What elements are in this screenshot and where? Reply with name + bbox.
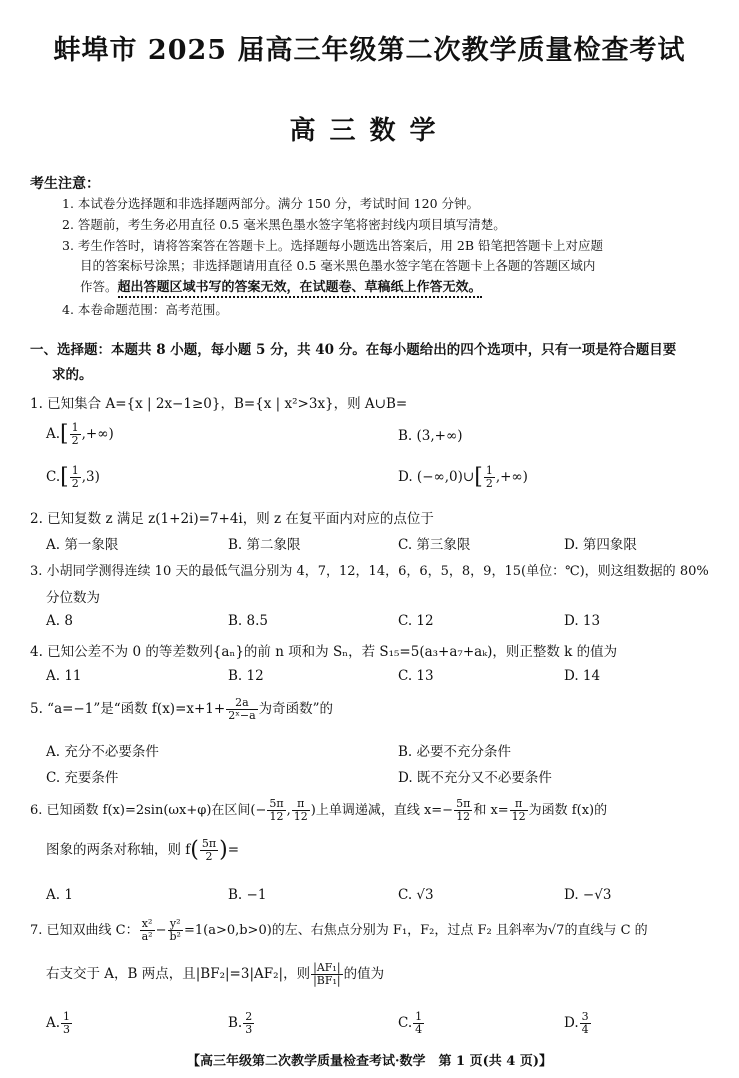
fraction: $\frac{1}{3}$	[63, 1010, 71, 1036]
question-6-option-d: D. −√3	[564, 887, 612, 903]
question-6-option-a: A. 1	[46, 887, 73, 903]
question-7-option-a: A. $\frac{1}{3}$	[46, 1010, 71, 1036]
fraction: $\frac{1}{4}$	[415, 1010, 423, 1036]
question-7-option-c: C. $\frac{1}{4}$	[398, 1010, 423, 1036]
question-1-option-b: B. (3,+∞)	[398, 428, 463, 444]
fraction: $\frac{\text{y²}}{\text{b²}}$	[169, 917, 181, 943]
fraction: $\frac{3}{4}$	[581, 1010, 589, 1036]
question-6-option-c: C. √3	[398, 887, 434, 903]
notice-item-3-line-3	[80, 276, 482, 295]
question-6-option-b: B. −1	[228, 887, 267, 903]
question-2-option-c: C. 第三象限	[398, 537, 471, 553]
notice-item-2: 2. 答题前，考生务必用直径 0.5 毫米黑色墨水签字笔将密封线内项目填写清楚。	[62, 217, 506, 232]
question-6-stem-line-2: 图象的两条对称轴，则 f( $\frac{5\pi}{2}$ )=	[46, 837, 240, 863]
question-1-option-a: A.[ $\frac{1}{2}$ ,+∞)	[46, 421, 114, 447]
question-1-option-d: D. (−∞,0)∪[ $\frac{1}{2}$ ,+∞)	[398, 464, 528, 490]
question-3-option-a: A. 8	[46, 613, 73, 629]
question-6-stem-line-1: 6. 已知函数 f(x)=2sin(ωx+φ)在区间(− $\frac{5\pi}{12}$ , $\frac{\pi}{12}$ )上单调递减，直线 x=− $\frac{5\pi}{12}$ 和 x= $\frac{\pi}{12}$ 为函数 f(x)的	[30, 797, 608, 823]
notice-item-3-line-1: 3. 考生作答时，请将答案答在答题卡上。选择题每小题选出答案后，用 2B 铅笔把答题卡上对应题	[62, 238, 603, 253]
question-2-option-d: D. 第四象限	[564, 537, 637, 553]
question-3-option-c: C. 12	[398, 613, 434, 629]
question-4-option-b: B. 12	[228, 668, 264, 684]
fraction: $\frac{\pi}{12}$	[293, 797, 308, 823]
question-7-option-d: D. $\frac{3}{4}$	[564, 1010, 589, 1036]
section-1-line-2: 求的。	[52, 367, 93, 383]
question-3-stem-line-2: 分位数为	[46, 590, 100, 606]
question-5-option-b: B. 必要不充分条件	[398, 744, 512, 760]
fraction: $\frac{5\pi}{12}$	[269, 797, 284, 823]
fraction: $\frac{5\pi}{2}$	[201, 837, 217, 863]
notice-item-1: 1. 本试卷分选择题和非选择题两部分。满分 150 分，考试时间 120 分钟。	[62, 196, 480, 211]
fraction: $\frac{\text{x²}}{\text{a²}}$	[141, 917, 153, 943]
subject-title: 高三数学	[289, 116, 450, 146]
question-3-option-d: D. 13	[564, 613, 601, 629]
question-3-stem-line-1: 3. 小胡同学测得连续 10 天的最低气温分别为 4，7，12，14，6，6，5，8，9，15(单位：℃)，则这组数据的 80%	[30, 564, 709, 579]
question-5-stem: 5. “a=−1”是“函数 f(x)=x+1+ $\frac{2a}{\text{2ˣ−a}}$ 为奇函数”的	[30, 696, 334, 722]
question-2-option-b: B. 第二象限	[228, 537, 301, 553]
fraction: $\frac{1}{2}$	[71, 464, 79, 490]
fraction: $\frac{1}{2}$	[71, 421, 79, 447]
notice-item-4: 4. 本卷命题范围：高考范围。	[62, 302, 228, 317]
notice-item-3-plain: 作答。	[80, 279, 118, 294]
question-4-stem: 4. 已知公差不为 0 的等差数列{aₙ}的前 n 项和为 Sₙ，若 S₁₅=5(a₃+a₇+aₖ)，则正整数 k 的值为	[30, 644, 618, 660]
fraction: $\frac{2a}{\text{2ˣ−a}}$	[228, 696, 256, 722]
page-footer: 【高三年级第二次教学质量检查考试·数学 第 1 页(共 4 页)】	[186, 1054, 553, 1069]
question-7-option-b: B. $\frac{2}{3}$	[228, 1010, 253, 1036]
fraction: $\frac{2}{3}$	[245, 1010, 253, 1036]
question-3-option-b: B. 8.5	[228, 613, 268, 629]
notice-item-3-emphasis: 超出答题区域书写的答案无效，在试题卷、草稿纸上作答无效。	[118, 280, 482, 298]
fraction: $\frac{\pi}{12}$	[511, 797, 526, 823]
notice-item-3-line-2: 目的答案标号涂黑；非选择题请用直径 0.5 毫米黑色墨水签字笔在答题卡上各题的答题区域内	[80, 258, 596, 273]
question-7-stem-line-1: 7. 已知双曲线 C： $\frac{\text{x²}}{\text{a²}}$ − $\frac{\text{y²}}{\text{b²}}$ =1(a>0,b>0)的左、右焦点分别为 F₁，F₂，过点 F₂ 且斜率为√7的直线与 C 的	[30, 917, 648, 943]
question-4-option-c: C. 13	[398, 668, 434, 684]
question-5-option-d: D. 既不充分又不必要条件	[398, 770, 552, 786]
question-2-stem: 2. 已知复数 z 满足 z(1+2i)=7+4i，则 z 在复平面内对应的点位于	[30, 511, 434, 527]
question-5-option-a: A. 充分不必要条件	[46, 744, 159, 760]
question-5-option-c: C. 充要条件	[46, 770, 119, 786]
section-1-line-1: 一、选择题：本题共 8 小题，每小题 5 分，共 40 分。在每小题给出的四个选项中，只有一项是符合题目要	[30, 342, 677, 358]
question-1-stem: 1. 已知集合 A={x | 2x−1≥0}，B={x | x²>3x}，则 A∪B=	[30, 396, 408, 412]
question-2-option-a: A. 第一象限	[46, 537, 119, 553]
question-7-stem-line-2: 右支交于 A，B 两点，且|BF₂|=3|AF₂|，则 $\frac{\text{|AF₁|}}{\text{|BF₁|}}$ 的值为	[46, 961, 385, 987]
question-1-option-c: C.[ $\frac{1}{2}$ ,3)	[46, 464, 100, 490]
notice-heading: 考生注意：	[30, 176, 100, 192]
exam-title: 蚌埠市 2025 届高三年级第二次教学质量检查考试	[53, 35, 686, 66]
question-4-option-a: A. 11	[46, 668, 82, 684]
fraction: $\frac{1}{2}$	[485, 464, 493, 490]
question-4-option-d: D. 14	[564, 668, 601, 684]
fraction: $\frac{5\pi}{12}$	[456, 797, 471, 823]
fraction: $\frac{\text{|AF₁|}}{\text{|BF₁|}}$	[313, 961, 341, 987]
